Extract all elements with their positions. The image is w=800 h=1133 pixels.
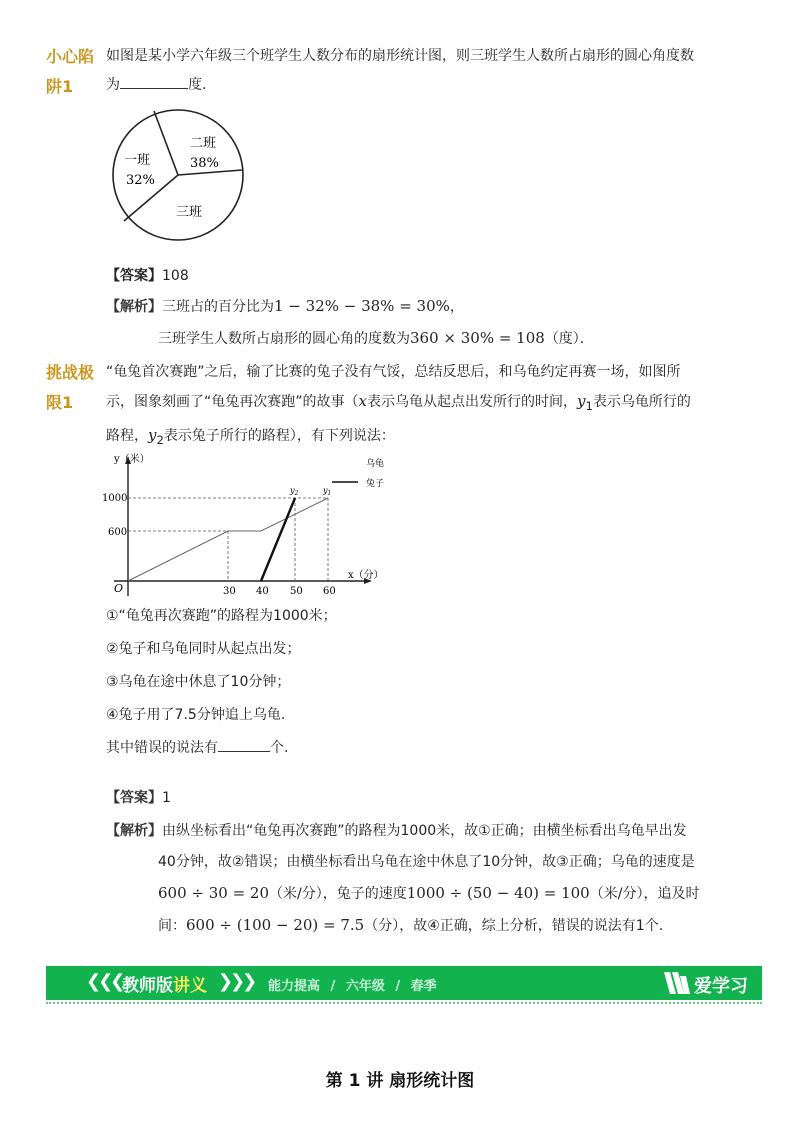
x-tick-40: 40 <box>256 586 269 597</box>
footer-brand-left: 教师版讲义 <box>122 976 207 996</box>
analysis-1: 【解析】三班占的百分比为1 − 32% − 38% = 30%， 三班学生人数所占扇形的圆心角的度数为360 × 30% = 108（度）． <box>106 297 594 347</box>
statements-list <box>106 600 766 765</box>
origin-label: O <box>114 582 124 595</box>
answer-2-value: 1 <box>162 790 171 806</box>
question-1 <box>106 42 766 100</box>
question-1-line1: 如图是某小学六年级三个班学生人数分布的扇形统计图，则三班学生人数所占扇形的圆心角度数 <box>106 48 694 64</box>
chevron-left-icon: ❮❮❮ <box>86 971 123 992</box>
analysis-2: 【解析】由纵坐标看出“龟兔再次赛跑”的路程为1000米，故①正确；由横坐标看出乌龟早出发 40分钟，故②错误；由横坐标看出乌龟在途中休息了10分钟，故③正确；乌龟的速度是 600 ÷ 30 = 20（米/分），兔子的速度1000 ÷ (50 − 40) = 100（米/分），追及时 间：600 ÷ (100 − 20) = 7.5（分），故④正确，综上分析，错误的说法有1个. <box>106 823 700 934</box>
statement-1: ①“龟兔再次赛跑”的路程为1000米； <box>106 608 337 624</box>
footer-banner <box>46 966 762 1000</box>
x-tick-30: 30 <box>223 586 236 597</box>
x-axis-label: x（分） <box>348 570 384 581</box>
question-2-ask: 其中错误的说法有 个. <box>106 732 766 765</box>
pie-label-class2: 二班 <box>190 136 217 151</box>
side-label-line2: 阱1 <box>46 77 74 96</box>
question-1-line2: 为 度. <box>106 71 766 100</box>
legend-rabbit-label: 兔子 <box>366 479 385 489</box>
legend-turtle-label: 乌龟 <box>366 459 385 469</box>
side-label-line1: 小心陷 <box>46 47 95 66</box>
y-axis-label: y（米） <box>114 454 150 465</box>
answer-2: 【答案】1 <box>106 790 171 806</box>
side-label-pitfall <box>46 42 94 102</box>
y-tick-600: 600 <box>108 527 128 538</box>
question-2: “龟兔首次赛跑”之后，输了比赛的兔子没有气馁，总结反思后，和乌龟约定再赛一场，如图所 示，图象刻画了“龟兔再次赛跑”的故事（x表示乌龟从起点出发所行的时间，$y_1$表示乌龟所行的 路程，$y_2$表示兔子所行的路程），有下列说法： <box>106 364 691 447</box>
pie-pct-class1: 32% <box>126 173 155 188</box>
pie-label-class1: 一班 <box>124 153 151 168</box>
answer-blank <box>218 737 270 752</box>
side-label-challenge <box>46 358 94 418</box>
pie-chart <box>104 106 254 246</box>
race-graph <box>100 448 400 598</box>
statement-3: ③乌龟在途中休息了10分钟； <box>106 674 291 690</box>
answer-1: 【答案】108 <box>106 268 189 284</box>
rabbit-line-y2 <box>261 498 295 581</box>
side-label-line2: 限1 <box>46 393 74 412</box>
y1-curve-label: $y_1$ <box>323 486 332 497</box>
logo-text: 爱学习 <box>694 976 748 997</box>
x-tick-60: 60 <box>323 586 336 597</box>
footer-divider <box>46 1002 762 1004</box>
answer-blank <box>120 74 188 89</box>
statement-4: ④兔子用了7.5分钟追上乌龟. <box>106 707 286 723</box>
y2-curve-label: $y_2$ <box>290 486 299 497</box>
x-tick-50: 50 <box>290 586 303 597</box>
logo-icon <box>662 970 692 996</box>
pie-divider-1 <box>154 111 178 175</box>
answer-1-value: 108 <box>162 268 189 284</box>
y-tick-1000: 1000 <box>102 493 128 504</box>
statement-2: ②兔子和乌龟同时从起点出发； <box>106 641 301 657</box>
pie-label-class3: 三班 <box>176 205 203 220</box>
side-label-line1: 挑战极 <box>46 363 95 382</box>
chevron-right-icon: ❯❯❯ <box>218 971 255 992</box>
footer-breadcrumb: 能力提高 / 六年级 / 春季 <box>268 979 437 994</box>
pie-pct-class2: 38% <box>190 156 219 171</box>
lecture-title: 第 1 讲 扇形统计图 <box>325 1071 475 1091</box>
